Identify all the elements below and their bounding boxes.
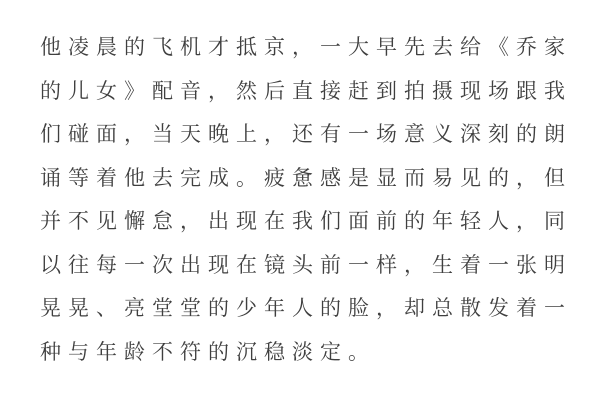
text-line: 并不见懈怠，出现在我们面前的年轻人，同 [40, 209, 572, 233]
paragraph [40, 26, 575, 374]
text-line: 诵等着他去完成。疲惫感是显而易见的，但 [40, 165, 572, 190]
text-line: 的儿女》配音，然后直接赶到拍摄现场跟我 [40, 78, 572, 103]
text-line: 以往每一次出现在镜头前一样，生着一张明 [40, 252, 572, 277]
text-line: 他凌晨的飞机才抵京，一大早先去给《乔家 [40, 35, 572, 59]
text-line: 种与年龄不符的沉稳淡定。 [40, 339, 376, 364]
text-line: 们碰面，当天晚上，还有一场意义深刻的朗 [40, 122, 572, 146]
text-line: 晃晃、亮堂堂的少年人的脸，却总散发着一 [40, 296, 572, 320]
